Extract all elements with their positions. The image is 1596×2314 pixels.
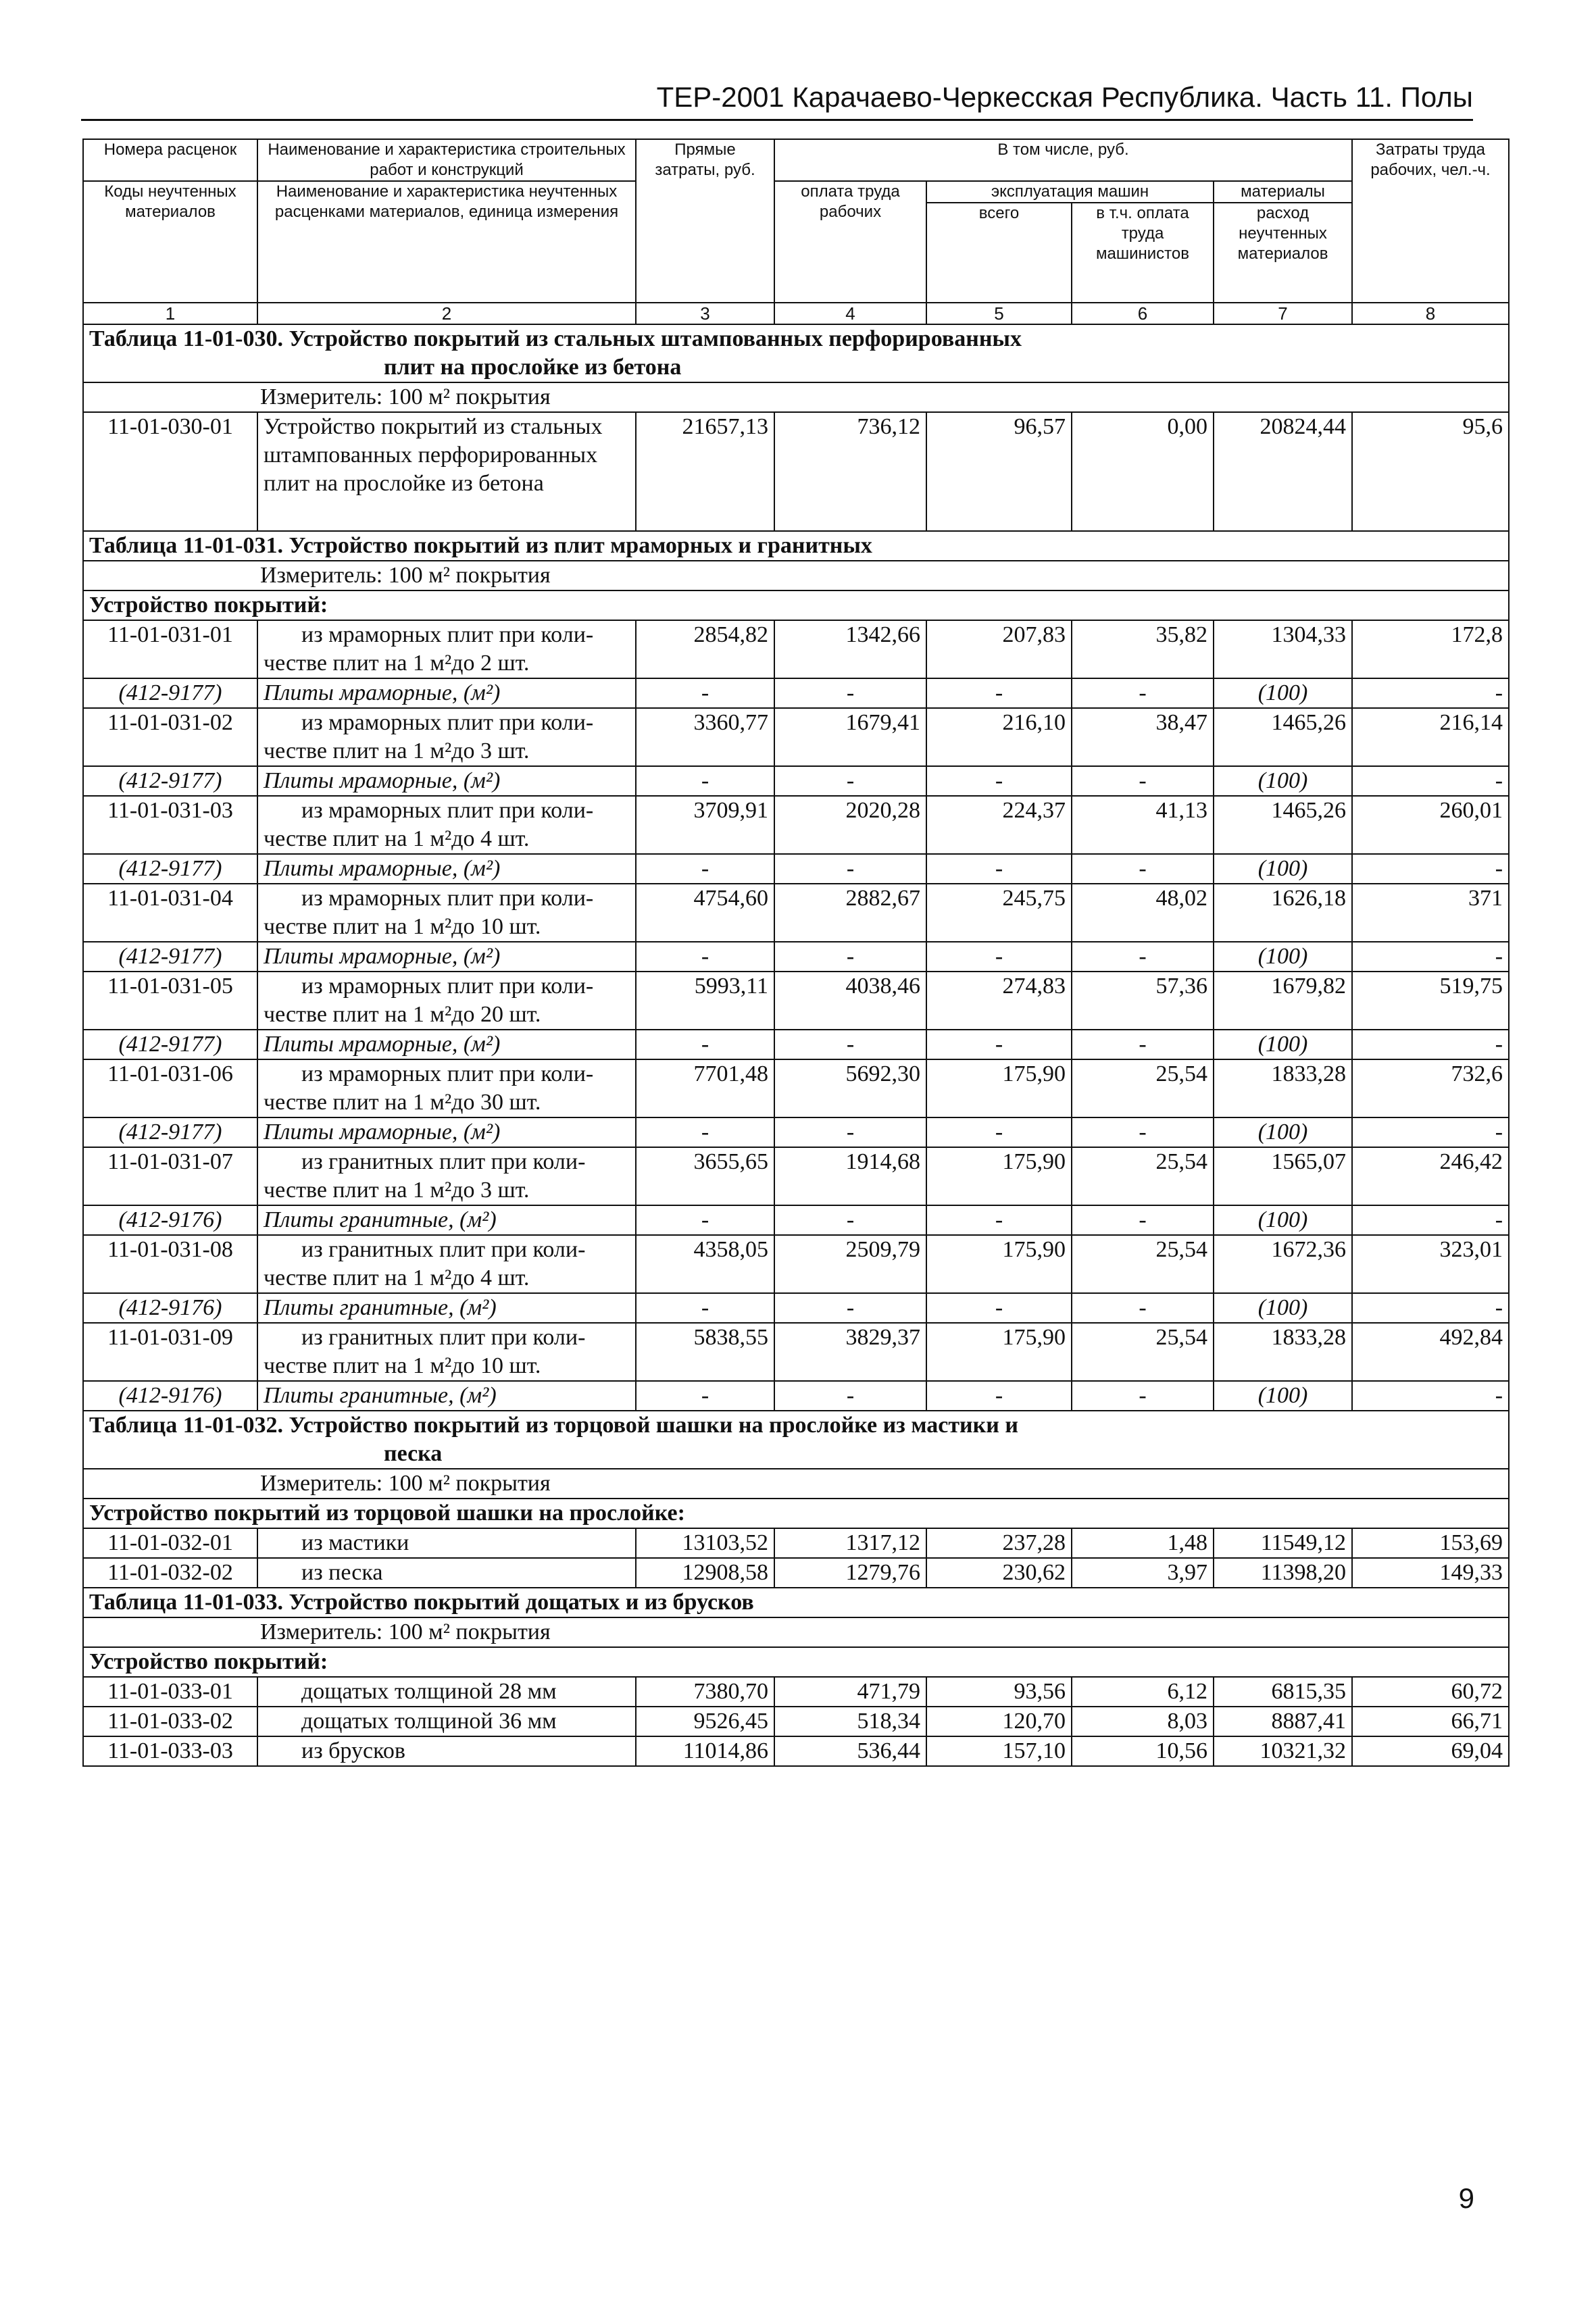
machines-total-dash: - [926,854,1072,884]
column-numbers [83,303,1509,324]
materials: 1465,26 [1214,796,1352,854]
direct-costs: 5993,11 [636,972,774,1030]
direct-costs-dash: - [636,1293,774,1323]
material-name: Плиты гранитные, (м²) [257,1381,636,1411]
group-heading: Устройство покрытий: [83,1647,1509,1677]
machinist-wages-dash: - [1072,942,1214,972]
labor: 172,8 [1352,620,1509,678]
machinist-wages-dash: - [1072,1205,1214,1235]
machinist-wages-dash: - [1072,1117,1214,1147]
direct-costs-dash: - [636,678,774,708]
table-row [83,972,1509,1030]
machines-total: 230,62 [926,1558,1072,1588]
header-col2-top: Наименование и характеристика строительных работ и конструкций [257,139,636,181]
machines-total-dash: - [926,1030,1072,1059]
rate-code: 11-01-031-04 [83,884,257,942]
column-number: 7 [1214,303,1352,324]
labor: 492,84 [1352,1323,1509,1381]
materials: 6815,35 [1214,1677,1352,1707]
material-row [83,1381,1509,1411]
wages: 3829,37 [774,1323,926,1381]
material-row [83,766,1509,796]
table-row [83,796,1509,854]
table-row [83,1736,1509,1766]
rate-description: из мраморных плит при коли- честве плит на 1 м²до 20 шт. [257,972,636,1030]
direct-costs-dash: - [636,766,774,796]
column-number: 8 [1352,303,1509,324]
labor: 95,6 [1352,412,1509,531]
header-material-consumption: расход неучтенных материалов [1214,203,1352,303]
machines-total-dash: - [926,1117,1072,1147]
material-code: (412-9176) [83,1205,257,1235]
table-title [83,1588,1509,1617]
material-code: (412-9176) [83,1381,257,1411]
machinist-wages: 3,97 [1072,1558,1214,1588]
wages: 4038,46 [774,972,926,1030]
rate-description: из мраморных плит при коли- честве плит на 1 м²до 4 шт. [257,796,636,854]
table-meter: Измеритель: 100 м² покрытия [83,561,1509,590]
material-name: Плиты гранитные, (м²) [257,1205,636,1235]
wages: 1279,76 [774,1558,926,1588]
table-row [83,620,1509,678]
material-name: Плиты мраморные, (м²) [257,766,636,796]
direct-costs-dash: - [636,1205,774,1235]
labor-dash: - [1352,766,1509,796]
machinist-wages: 0,00 [1072,412,1214,531]
machines-total-dash: - [926,766,1072,796]
table-row [83,1323,1509,1381]
machines-total: 207,83 [926,620,1072,678]
wages-dash: - [774,854,926,884]
header-wages: оплата труда рабочих [774,181,926,303]
materials: 1833,28 [1214,1323,1352,1381]
table-row [83,884,1509,942]
rate-code: 11-01-033-03 [83,1736,257,1766]
labor: 149,33 [1352,1558,1509,1588]
rate-code: 11-01-032-01 [83,1528,257,1558]
labor-dash: - [1352,1205,1509,1235]
table-11-01-031 [83,531,1509,1411]
machinist-wages-dash: - [1072,1030,1214,1059]
machines-total-dash: - [926,1293,1072,1323]
table-title-line: Таблица 11-01-030. Устройство покрытий из стальных штампованных перфорированных [89,326,1022,351]
labor: 260,01 [1352,796,1509,854]
wages: 2509,79 [774,1235,926,1293]
machinist-wages: 48,02 [1072,884,1214,942]
direct-costs: 2854,82 [636,620,774,678]
page-number: 9 [1458,2182,1474,2214]
machines-total-dash: - [926,1381,1072,1411]
material-name: Плиты мраморные, (м²) [257,1030,636,1059]
wages-dash: - [774,1030,926,1059]
labor: 519,75 [1352,972,1509,1030]
table-title-line: Таблица 11-01-033. Устройство покрытий дощатых и из брусков [89,1590,754,1615]
direct-costs: 5838,55 [636,1323,774,1381]
rate-description: дощатых толщиной 28 мм [257,1677,636,1707]
direct-costs: 3709,91 [636,796,774,854]
rate-code: 11-01-033-02 [83,1707,257,1736]
labor: 69,04 [1352,1736,1509,1766]
labor-dash: - [1352,1381,1509,1411]
header-machines: эксплуатация машин [926,181,1214,203]
machinist-wages-dash: - [1072,854,1214,884]
machinist-wages: 1,48 [1072,1528,1214,1558]
machinist-wages: 25,54 [1072,1323,1214,1381]
rate-code: 11-01-031-07 [83,1147,257,1205]
material-name: Плиты гранитные, (м²) [257,1293,636,1323]
direct-costs-dash: - [636,1030,774,1059]
rate-code: 11-01-031-03 [83,796,257,854]
rate-description: из песка [257,1558,636,1588]
direct-costs: 4358,05 [636,1235,774,1293]
table-row [83,1059,1509,1117]
column-number: 4 [774,303,926,324]
direct-costs: 4754,60 [636,884,774,942]
labor: 153,69 [1352,1528,1509,1558]
wages: 1914,68 [774,1147,926,1205]
header-including: В том числе, руб. [774,139,1352,181]
machinist-wages: 38,47 [1072,708,1214,766]
table-row [83,1707,1509,1736]
direct-costs: 13103,52 [636,1528,774,1558]
rate-description: из гранитных плит при коли- честве плит на 1 м²до 4 шт. [257,1235,636,1293]
wages-dash: - [774,678,926,708]
machinist-wages: 25,54 [1072,1147,1214,1205]
header-col1-top: Номера расценок [83,139,257,181]
materials: 11549,12 [1214,1528,1352,1558]
table-title-continuation: плит на прослойке из бетона [384,355,682,380]
material-row [83,854,1509,884]
material-row [83,1117,1509,1147]
machines-total-dash: - [926,1205,1072,1235]
labor: 66,71 [1352,1707,1509,1736]
machinist-wages: 57,36 [1072,972,1214,1030]
labor: 323,01 [1352,1235,1509,1293]
wages-dash: - [774,766,926,796]
machinist-wages: 25,54 [1072,1059,1214,1117]
material-amount: (100) [1214,942,1352,972]
materials: 1565,07 [1214,1147,1352,1205]
rate-description: из мраморных плит при коли- честве плит на 1 м²до 30 шт. [257,1059,636,1117]
rate-code: 11-01-031-09 [83,1323,257,1381]
table-title [83,324,1509,382]
rate-description: дощатых толщиной 36 мм [257,1707,636,1736]
material-row [83,1205,1509,1235]
direct-costs: 7380,70 [636,1677,774,1707]
rate-code: 11-01-031-08 [83,1235,257,1293]
machinist-wages-dash: - [1072,766,1214,796]
material-amount: (100) [1214,766,1352,796]
table-title [83,1411,1509,1469]
direct-costs: 3360,77 [636,708,774,766]
direct-costs: 7701,48 [636,1059,774,1117]
wages-dash: - [774,1117,926,1147]
material-amount: (100) [1214,1381,1352,1411]
rate-code: 11-01-031-02 [83,708,257,766]
table-meter: Измеритель: 100 м² покрытия [83,1469,1509,1499]
table-title-continuation: песка [384,1441,443,1466]
running-header: ТЕР-2001 Карачаево-Черкесская Республика. Часть 11. Полы [81,80,1473,121]
wages: 5692,30 [774,1059,926,1117]
column-number: 3 [636,303,774,324]
table-row [83,412,1509,531]
material-amount: (100) [1214,1205,1352,1235]
material-code: (412-9177) [83,766,257,796]
direct-costs: 12908,58 [636,1558,774,1588]
table-row [83,708,1509,766]
materials: 8887,41 [1214,1707,1352,1736]
table-row [83,1528,1509,1558]
materials: 1833,28 [1214,1059,1352,1117]
labor: 371 [1352,884,1509,942]
material-amount: (100) [1214,1030,1352,1059]
material-row [83,1030,1509,1059]
material-code: (412-9177) [83,678,257,708]
machines-total: 237,28 [926,1528,1072,1558]
labor: 216,14 [1352,708,1509,766]
table-11-01-030 [83,324,1509,531]
machinist-wages: 35,82 [1072,620,1214,678]
table-title-line: Таблица 11-01-031. Устройство покрытий из плит мраморных и гранитных [89,533,872,558]
rate-code: 11-01-033-01 [83,1677,257,1707]
rate-code: 11-01-030-01 [83,412,257,531]
rate-description: из мастики [257,1528,636,1558]
machines-total: 274,83 [926,972,1072,1030]
material-code: (412-9177) [83,1030,257,1059]
group-heading: Устройство покрытий: [83,590,1509,620]
machines-total: 224,37 [926,796,1072,854]
column-number: 1 [83,303,257,324]
direct-costs-dash: - [636,1117,774,1147]
table-row [83,1558,1509,1588]
labor: 246,42 [1352,1147,1509,1205]
labor: 60,72 [1352,1677,1509,1707]
column-number: 2 [257,303,636,324]
machinist-wages: 8,03 [1072,1707,1214,1736]
material-name: Плиты мраморные, (м²) [257,678,636,708]
materials: 11398,20 [1214,1558,1352,1588]
table-row [83,1235,1509,1293]
header-col1-bottom: Коды неучтенных материалов [83,181,257,303]
header-col2-bottom: Наименование и характеристика неучтенных расценками материалов, единица измерения [257,181,636,303]
materials: 1679,82 [1214,972,1352,1030]
wages: 1679,41 [774,708,926,766]
machinist-wages-dash: - [1072,678,1214,708]
table-meter: Измеритель: 100 м² покрытия [83,382,1509,412]
direct-costs: 21657,13 [636,412,774,531]
table-title [83,531,1509,561]
machines-total-dash: - [926,942,1072,972]
materials: 10321,32 [1214,1736,1352,1766]
labor: 732,6 [1352,1059,1509,1117]
machines-total: 120,70 [926,1707,1072,1736]
wages-dash: - [774,1293,926,1323]
material-name: Плиты мраморные, (м²) [257,942,636,972]
group-heading: Устройство покрытий из торцовой шашки на прослойке: [83,1499,1509,1528]
header-direct-costs: Прямые затраты, руб. [636,139,774,303]
wages: 2882,67 [774,884,926,942]
machinist-wages-dash: - [1072,1293,1214,1323]
machinist-wages: 6,12 [1072,1677,1214,1707]
material-code: (412-9177) [83,1117,257,1147]
labor-dash: - [1352,942,1509,972]
machines-total: 175,90 [926,1147,1072,1205]
machinist-wages: 10,56 [1072,1736,1214,1766]
labor-dash: - [1352,1030,1509,1059]
table-title-line: Таблица 11-01-032. Устройство покрытий из торцовой шашки на прослойке из мастики и [89,1413,1018,1438]
table-meter: Измеритель: 100 м² покрытия [83,1617,1509,1647]
rate-description: Устройство покрытий из стальных штампованных перфорированных плит на прослойке из бетона [257,412,636,531]
materials: 20824,44 [1214,412,1352,531]
header-labor: Затраты труда рабочих, чел.-ч. [1352,139,1509,303]
direct-costs: 3655,65 [636,1147,774,1205]
machines-total: 93,56 [926,1677,1072,1707]
machinist-wages: 41,13 [1072,796,1214,854]
machines-total-dash: - [926,678,1072,708]
table-row [83,1147,1509,1205]
material-name: Плиты мраморные, (м²) [257,854,636,884]
machines-total: 96,57 [926,412,1072,531]
direct-costs-dash: - [636,854,774,884]
table-11-01-032 [83,1411,1509,1588]
labor-dash: - [1352,1293,1509,1323]
header-machinist-wages: в т.ч. оплата труда машинистов [1072,203,1214,303]
material-row [83,1293,1509,1323]
direct-costs: 11014,86 [636,1736,774,1766]
wages: 2020,28 [774,796,926,854]
wages-dash: - [774,1205,926,1235]
direct-costs-dash: - [636,1381,774,1411]
wages: 736,12 [774,412,926,531]
materials: 1304,33 [1214,620,1352,678]
material-name: Плиты мраморные, (м²) [257,1117,636,1147]
materials: 1672,36 [1214,1235,1352,1293]
material-amount: (100) [1214,678,1352,708]
rate-description: из мраморных плит при коли- честве плит на 1 м²до 2 шт. [257,620,636,678]
column-number: 5 [926,303,1072,324]
materials: 1465,26 [1214,708,1352,766]
machines-total: 175,90 [926,1323,1072,1381]
machines-total: 157,10 [926,1736,1072,1766]
rate-description: из гранитных плит при коли- честве плит на 1 м²до 10 шт. [257,1323,636,1381]
wages: 1342,66 [774,620,926,678]
rate-code: 11-01-031-01 [83,620,257,678]
rate-description: из мраморных плит при коли- честве плит на 1 м²до 3 шт. [257,708,636,766]
wages: 471,79 [774,1677,926,1707]
wages-dash: - [774,942,926,972]
rate-code: 11-01-031-05 [83,972,257,1030]
rate-code: 11-01-032-02 [83,1558,257,1588]
material-row [83,942,1509,972]
material-amount: (100) [1214,1117,1352,1147]
material-code: (412-9177) [83,942,257,972]
rate-description: из гранитных плит при коли- честве плит на 1 м²до 3 шт. [257,1147,636,1205]
wages: 1317,12 [774,1528,926,1558]
table-header [83,139,1509,324]
material-amount: (100) [1214,854,1352,884]
material-amount: (100) [1214,1293,1352,1323]
material-code: (412-9176) [83,1293,257,1323]
rate-code: 11-01-031-06 [83,1059,257,1117]
rate-description: из брусков [257,1736,636,1766]
direct-costs-dash: - [636,942,774,972]
column-number: 6 [1072,303,1214,324]
labor-dash: - [1352,854,1509,884]
table-row [83,1677,1509,1707]
table-11-01-033 [83,1588,1509,1766]
rate-description: из мраморных плит при коли- честве плит на 1 м²до 10 шт. [257,884,636,942]
labor-dash: - [1352,678,1509,708]
machines-total: 216,10 [926,708,1072,766]
machines-total: 175,90 [926,1235,1072,1293]
machines-total: 175,90 [926,1059,1072,1117]
wages-dash: - [774,1381,926,1411]
materials: 1626,18 [1214,884,1352,942]
direct-costs: 9526,45 [636,1707,774,1736]
wages: 518,34 [774,1707,926,1736]
material-code: (412-9177) [83,854,257,884]
price-table [82,139,1510,1767]
material-row [83,678,1509,708]
header-materials: материалы [1214,181,1352,203]
machinist-wages-dash: - [1072,1381,1214,1411]
header-machines-total: всего [926,203,1072,303]
labor-dash: - [1352,1117,1509,1147]
wages: 536,44 [774,1736,926,1766]
machines-total: 245,75 [926,884,1072,942]
machinist-wages: 25,54 [1072,1235,1214,1293]
